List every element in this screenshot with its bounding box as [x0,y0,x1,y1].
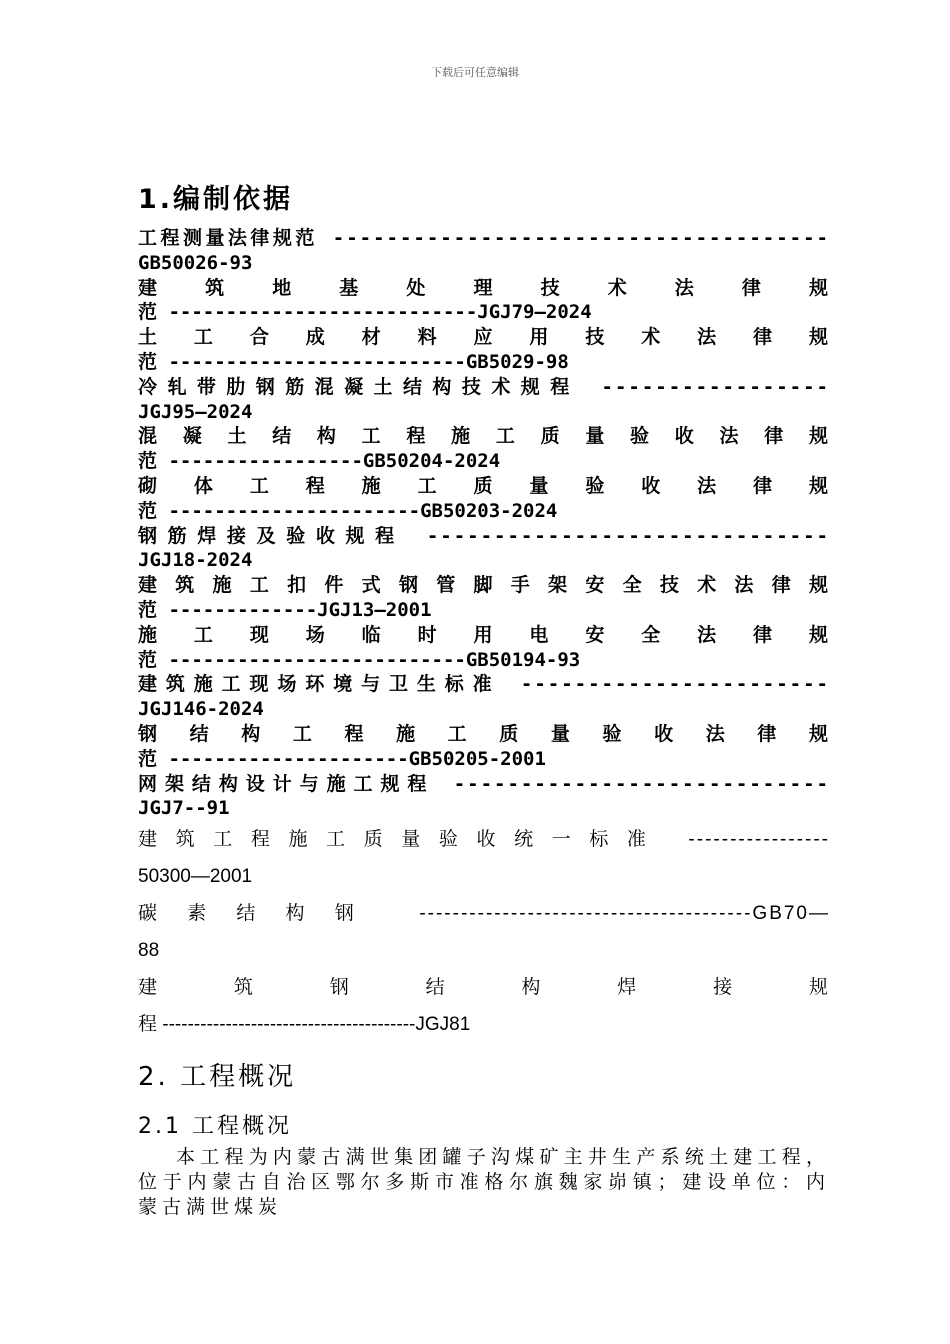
reference-item [138,772,830,822]
reference-title: 冷轧带肋钢筋混凝土结构技术规程 ----------------- [138,375,830,398]
reference-code: 范 ---------------------GB50205-2001 [138,747,546,770]
reference-item [138,573,830,623]
reference-code: JGJ18-2024 [138,549,253,572]
reference-code: 范 --------------------------GB50194-93 [138,648,581,671]
reference-code: 范 -------------JGJ13—2001 [138,598,432,621]
reference-title: 建筑地基处理技术法律规 [138,276,830,299]
reference-title: 建筑施工扣件式钢管脚手架安全技术法律规 [138,574,830,597]
document-body [138,180,830,1220]
section-heading-2: 2. 工程概况 [138,1062,297,1093]
reference-title: 钢筋焊接及验收规程 ------------------------------ [138,524,830,547]
reference-title: 砌体工程施工质量验收法律规 [138,474,830,497]
reference-title: 工程测量法律规范 ------------------------------------- [138,227,830,249]
reference-item [138,474,830,524]
reference-code: 范 -----------------GB50204-2024 [138,450,501,473]
reference-item [138,375,830,425]
section-heading-1: 1.编制依据 [138,184,294,215]
reference-item [138,524,830,574]
reference-code: GB50026-93 [138,251,253,274]
reference-code: JGJ7--91 [138,797,230,820]
reference-item [138,325,830,375]
reference-item [138,424,830,474]
reference-item [138,276,830,326]
reference-item [138,722,830,772]
reference-code: 范 ----------------------GB50203-2024 [138,499,558,522]
reference-title: 建筑施工现场环境与卫生标准 ----------------------- [138,673,830,696]
reference-title: 网架结构设计与施工规程 ---------------------------- [138,772,830,795]
reference-title: 建筑钢结构焊接规 [138,977,830,999]
reference-item [138,672,830,722]
reference-title: 混凝土结构工程施工质量验收法律规 [138,425,830,448]
page-watermark: 下载后可任意编辑 [431,66,519,79]
reference-title: 土工合成材料应用技术法律规 [138,326,830,349]
reference-title: 碳素结构钢 ----------------------------------------GB70— [138,903,830,925]
reference-title: 施工现场临时用电安全法律规 [138,623,830,646]
reference-title: 建筑工程施工质量验收统一标准 ----------------- [138,829,830,851]
overview-paragraph: 本工程为内蒙古满世集团罐子沟煤矿主井生产系统土建工程，位于内蒙古自治区鄂尔多斯市准格尔旗魏家峁镇；建设单位：内蒙古满世煤炭 [138,1146,830,1219]
reference-code: JGJ146-2024 [138,698,264,721]
reference-title: 钢结构工程施工质量验收法律规 [138,722,830,745]
reference-code: 88 [138,940,160,962]
reference-item [138,623,830,673]
subsection-heading-2-1: 2.1 工程概况 [138,1114,292,1140]
reference-list-continued [138,821,830,1043]
reference-item [138,895,830,969]
reference-item [138,821,830,895]
reference-list [138,226,830,821]
reference-item [138,226,830,276]
reference-code: 范 --------------------------GB5029-98 [138,350,569,373]
reference-code: JGJ95—2024 [138,400,253,423]
reference-code: 50300—2001 [138,866,253,888]
reference-code: 范 ---------------------------JGJ79—2024 [138,301,592,324]
reference-code: 程 ----------------------------------------JGJ81 [138,1014,471,1036]
reference-item [138,969,830,1043]
